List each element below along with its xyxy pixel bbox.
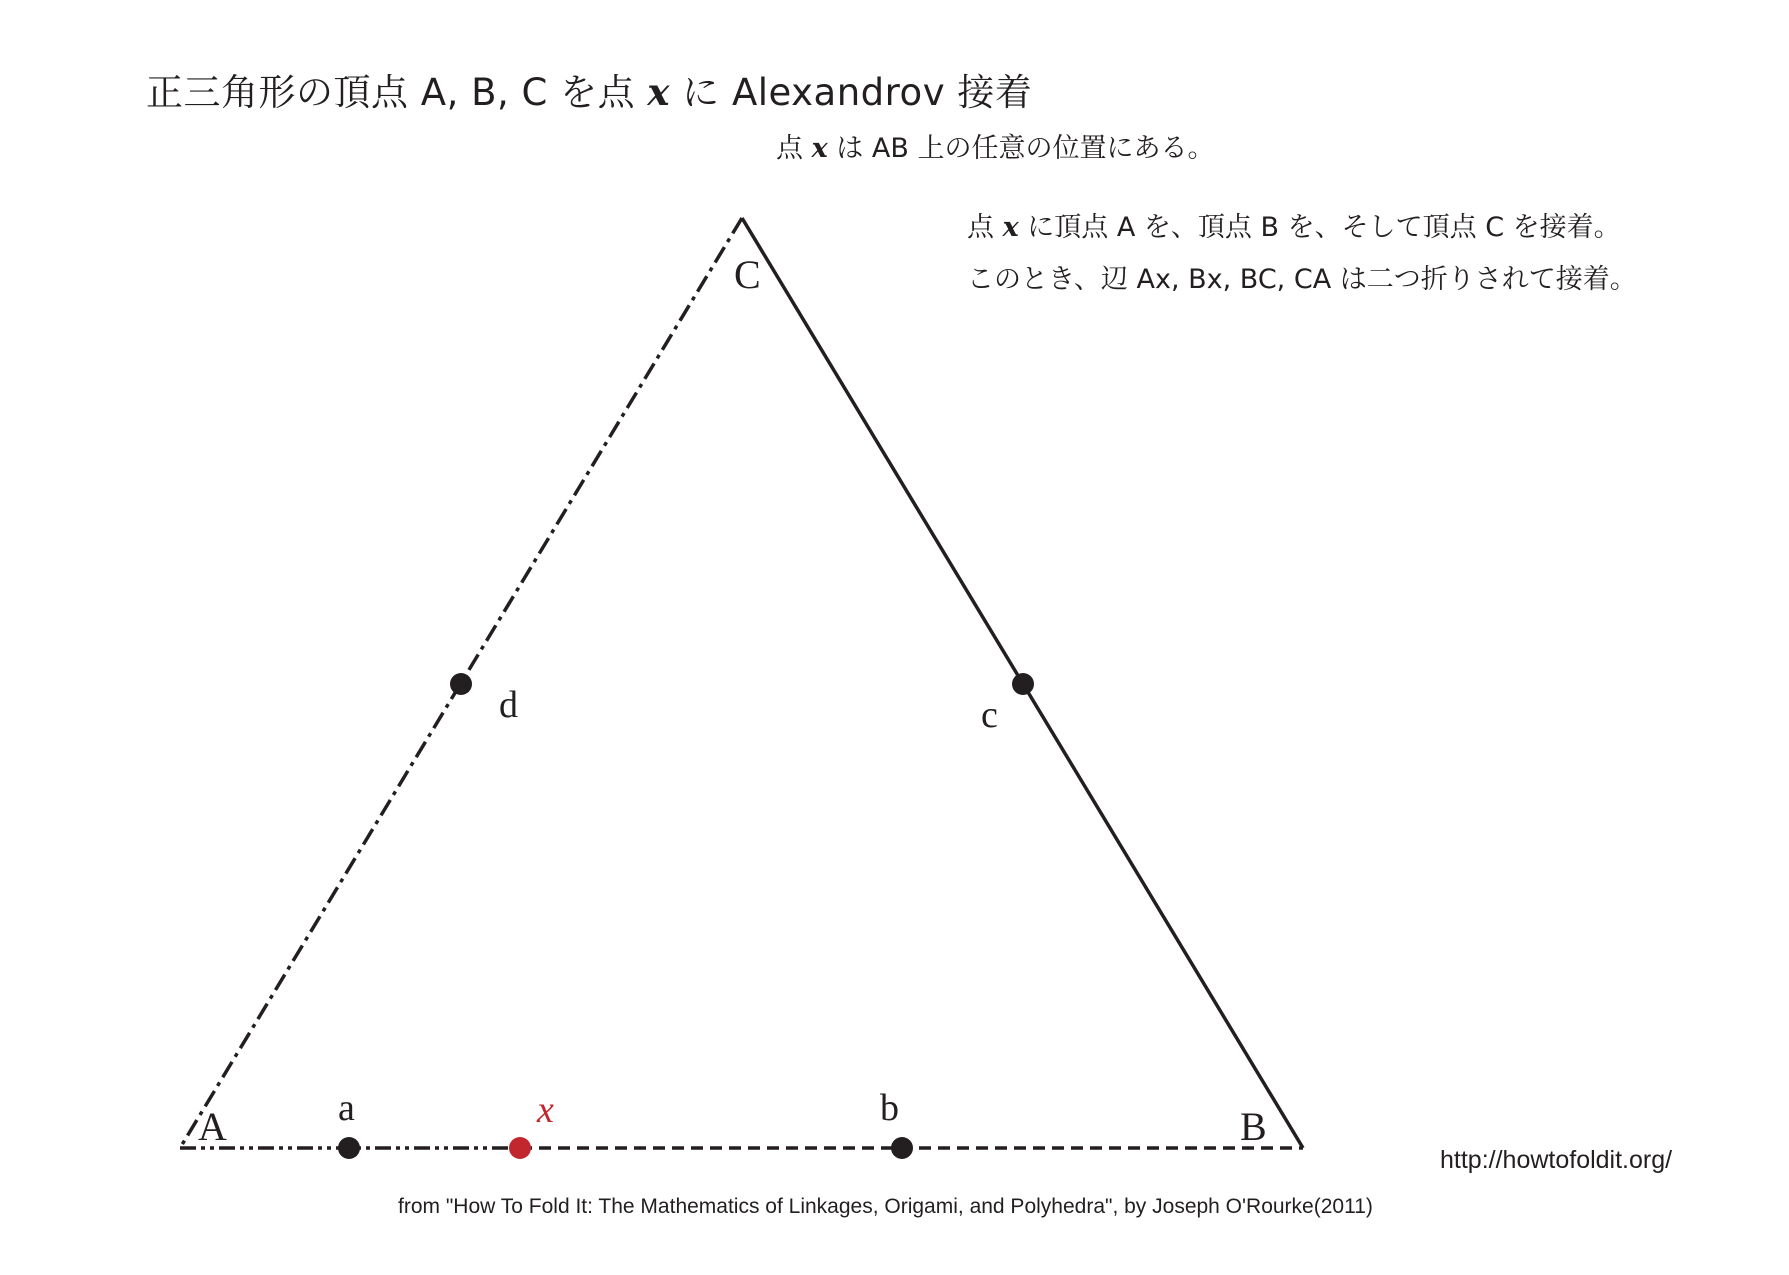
description-line-1-text-1: 点 [967, 212, 1003, 243]
description-variable-x: x [1002, 212, 1019, 243]
title-variable-x: x [647, 70, 670, 114]
title-text-2: に Alexandrov 接着 [669, 71, 1033, 114]
point-label-d: d [499, 684, 518, 726]
subtitle-variable-x: x [811, 133, 828, 164]
description-line-1-text-2: に頂点 A を、頂点 B を、そして頂点 C を接着。 [1018, 212, 1621, 243]
point-x [509, 1137, 531, 1159]
description-line-2: このとき、辺 Ax, Bx, BC, CA は二つ折りされて接着。 [967, 264, 1637, 295]
subtitle-text-1: 点 [776, 133, 812, 164]
point-d [450, 673, 472, 695]
source-url: http://howtofoldit.org/ [1440, 1146, 1673, 1174]
point-label-b: b [880, 1087, 899, 1129]
vertex-label-a: A [198, 1104, 227, 1149]
point-label-x: x [537, 1089, 554, 1131]
subtitle-text-2: は AB 上の任意の位置にある。 [827, 133, 1215, 164]
point-c [1012, 673, 1034, 695]
point-a [338, 1137, 360, 1159]
vertex-label-b: B [1240, 1104, 1267, 1149]
point-label-c: c [981, 694, 998, 736]
point-label-a: a [338, 1087, 355, 1129]
title-text-1: 正三角形の頂点 A, B, C を点 [146, 71, 648, 114]
credit-text: from "How To Fold It: The Mathematics of Linkages, Origami, and Polyhedra", by Joseph O'Rourke(2011) [398, 1195, 1373, 1218]
vertex-label-c: C [734, 252, 761, 297]
point-b [891, 1137, 913, 1159]
